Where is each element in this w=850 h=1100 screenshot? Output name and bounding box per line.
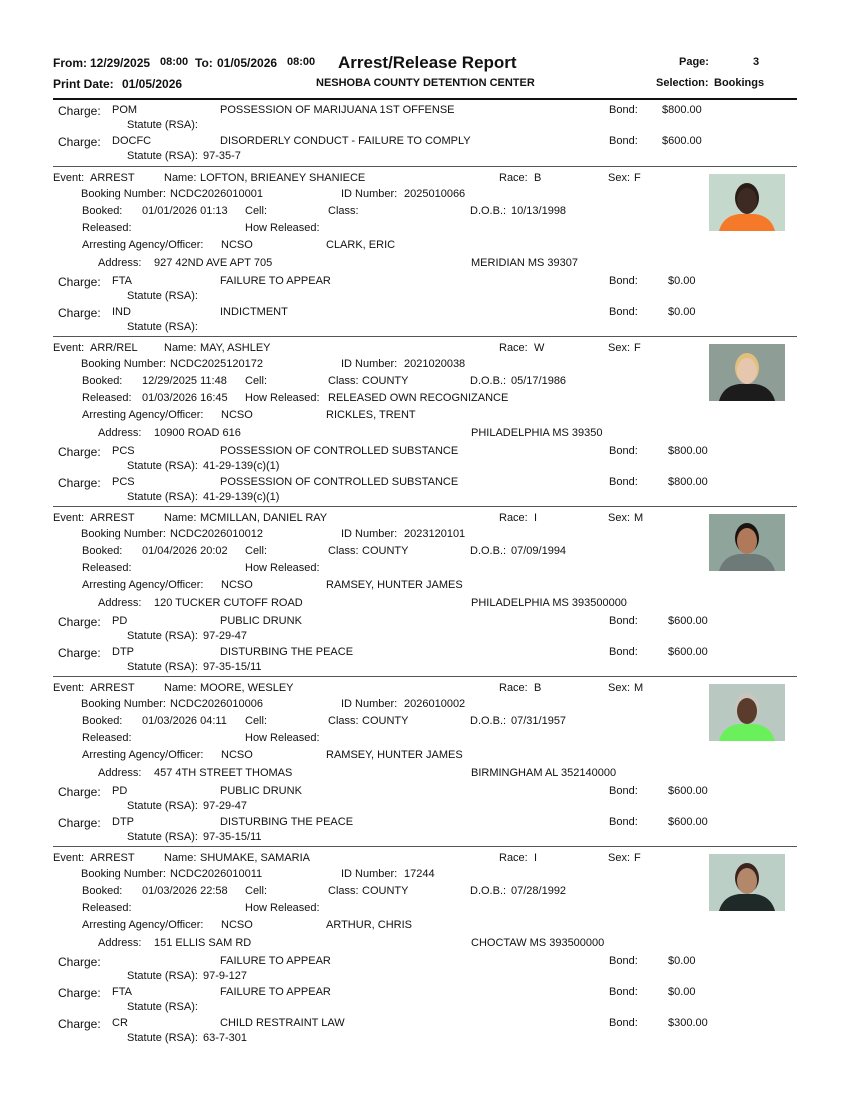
sex-label: Sex: xyxy=(608,172,631,184)
race-label: Race: xyxy=(499,682,528,694)
id-number: 2021020038 xyxy=(404,358,466,370)
statute-label: Statute (RSA): xyxy=(127,630,198,642)
dob-value: 07/09/1994 xyxy=(511,545,567,557)
city-state-zip: BIRMINGHAM AL 352140000 xyxy=(471,767,617,779)
charge-code: PCS xyxy=(112,476,135,488)
race-value: I xyxy=(534,512,538,524)
record-divider xyxy=(53,166,797,167)
booking-number-label: Booking Number: xyxy=(81,188,166,200)
inmate-name: MCMILLAN, DANIEL RAY xyxy=(200,512,328,524)
bond-amount: $800.00 xyxy=(662,104,702,116)
charge-description: FAILURE TO APPEAR xyxy=(220,955,331,967)
statute-value: 97-35-7 xyxy=(203,150,241,162)
bond-label: Bond: xyxy=(609,816,638,828)
class-label: Class: xyxy=(328,545,359,557)
how-released-label: How Released: xyxy=(245,732,320,744)
page-label: Page: xyxy=(679,56,709,68)
booked-label: Booked: xyxy=(82,375,123,387)
class-value: COUNTY xyxy=(362,545,409,557)
city-state-zip: PHILADELPHIA MS 393500000 xyxy=(471,597,627,609)
dob-label: D.O.B.: xyxy=(470,715,507,727)
cell-label: Cell: xyxy=(245,715,268,727)
booked-label: Booked: xyxy=(82,205,123,217)
charge-description: FAILURE TO APPEAR xyxy=(220,986,331,998)
address-label: Address: xyxy=(98,257,142,269)
id-number-label: ID Number: xyxy=(341,188,398,200)
event-type: ARREST xyxy=(90,172,135,184)
charge-description: DISORDERLY CONDUCT - FAILURE TO COMPLY xyxy=(220,135,471,147)
bond-amount: $0.00 xyxy=(668,955,696,967)
dob-label: D.O.B.: xyxy=(470,885,507,897)
statute-value: 97-29-47 xyxy=(203,630,248,642)
sex-value: F xyxy=(634,342,641,354)
cell-label: Cell: xyxy=(245,545,268,557)
statute-value: 97-9-127 xyxy=(203,970,248,982)
cell-label: Cell: xyxy=(245,885,268,897)
charge-label: Charge: xyxy=(58,1017,101,1031)
race-label: Race: xyxy=(499,852,528,864)
address-label: Address: xyxy=(98,427,142,439)
id-number: 2026010002 xyxy=(404,698,466,710)
event-label: Event: xyxy=(53,512,85,524)
charge-label: Charge: xyxy=(58,816,101,830)
inmate-name: LOFTON, BRIEANEY SHANIECE xyxy=(200,172,366,184)
booking-number: NCDC2026010012 xyxy=(170,528,263,540)
dob-label: D.O.B.: xyxy=(470,545,507,557)
address-label: Address: xyxy=(98,937,142,949)
dob-label: D.O.B.: xyxy=(470,205,507,217)
address-label: Address: xyxy=(98,597,142,609)
bond-label: Bond: xyxy=(609,306,638,318)
mugshot-image xyxy=(709,854,785,911)
booking-number-label: Booking Number: xyxy=(81,528,166,540)
address-value: 927 42ND AVE APT 705 xyxy=(154,257,273,269)
officer-name: RAMSEY, HUNTER JAMES xyxy=(326,579,463,591)
address-value: 457 4TH STREET THOMAS xyxy=(154,767,293,779)
sex-label: Sex: xyxy=(608,342,631,354)
bond-label: Bond: xyxy=(609,986,638,998)
sex-label: Sex: xyxy=(608,512,631,524)
agency-label: Arresting Agency/Officer: xyxy=(82,749,204,761)
statute-label: Statute (RSA): xyxy=(127,290,198,302)
booking-photo xyxy=(709,684,785,741)
city-state-zip: MERIDIAN MS 39307 xyxy=(471,257,578,269)
agency-label: Arresting Agency/Officer: xyxy=(82,579,204,591)
charge-label: Charge: xyxy=(58,135,101,149)
statute-value: 63-7-301 xyxy=(203,1032,248,1044)
booked-label: Booked: xyxy=(82,545,123,557)
race-label: Race: xyxy=(499,172,528,184)
sex-value: F xyxy=(634,172,641,184)
selection-value: Bookings xyxy=(714,77,765,89)
id-number-label: ID Number: xyxy=(341,528,398,540)
booking-number: NCDC2026010006 xyxy=(170,698,263,710)
charge-code: IND xyxy=(112,306,131,318)
bond-label: Bond: xyxy=(609,104,638,116)
selection-label: Selection: xyxy=(656,77,709,89)
statute-label: Statute (RSA): xyxy=(127,150,198,162)
charge-code: DTP xyxy=(112,816,134,828)
class-label: Class: xyxy=(328,715,359,727)
dob-value: 05/17/1986 xyxy=(511,375,567,387)
event-label: Event: xyxy=(53,682,85,694)
charge-code: PD xyxy=(112,615,128,627)
address-value: 10900 ROAD 616 xyxy=(154,427,241,439)
address-value: 120 TUCKER CUTOFF ROAD xyxy=(154,597,303,609)
officer-name: RAMSEY, HUNTER JAMES xyxy=(326,749,463,761)
record-divider xyxy=(53,676,797,677)
class-label: Class: xyxy=(328,375,359,387)
agency-label: Arresting Agency/Officer: xyxy=(82,409,204,421)
race-label: Race: xyxy=(499,512,528,524)
charge-code: CR xyxy=(112,1017,128,1029)
released-label: Released: xyxy=(82,902,132,914)
booked-datetime: 01/03/2026 22:58 xyxy=(142,885,228,897)
booked-datetime: 12/29/2025 11:48 xyxy=(142,375,227,387)
bond-amount: $600.00 xyxy=(668,785,708,797)
charge-label: Charge: xyxy=(58,104,101,118)
name-label: Name: xyxy=(164,852,197,864)
record-divider xyxy=(53,846,797,847)
bond-amount: $600.00 xyxy=(668,615,708,627)
bond-label: Bond: xyxy=(609,615,638,627)
city-state-zip: CHOCTAW MS 393500000 xyxy=(471,937,605,949)
photo-face xyxy=(737,868,757,894)
charge-code: DOCFC xyxy=(112,135,152,147)
class-label: Class: xyxy=(328,205,359,217)
to-time: 08:00 xyxy=(287,56,316,68)
charge-description: PUBLIC DRUNK xyxy=(220,615,302,627)
bond-amount: $800.00 xyxy=(668,476,708,488)
mugshot-image xyxy=(709,514,785,571)
booking-photo xyxy=(709,514,785,571)
agency-label: Arresting Agency/Officer: xyxy=(82,919,204,931)
released-label: Released: xyxy=(82,392,132,404)
event-type: ARREST xyxy=(90,852,135,864)
from-time: 08:00 xyxy=(160,56,189,68)
sex-value: M xyxy=(634,682,644,694)
statute-label: Statute (RSA): xyxy=(127,491,198,503)
header-divider xyxy=(53,98,797,100)
statute-label: Statute (RSA): xyxy=(127,831,198,843)
charge-code: PD xyxy=(112,785,128,797)
statute-label: Statute (RSA): xyxy=(127,119,198,131)
agency-value: NCSO xyxy=(221,409,253,421)
id-number-label: ID Number: xyxy=(341,358,398,370)
from-label: From: xyxy=(53,56,87,70)
charge-description: INDICTMENT xyxy=(220,306,288,318)
photo-face xyxy=(737,528,757,554)
charge-label: Charge: xyxy=(58,476,101,490)
statute-value: 97-29-47 xyxy=(203,800,248,812)
charge-description: CHILD RESTRAINT LAW xyxy=(220,1017,345,1029)
bond-amount: $0.00 xyxy=(668,275,696,287)
class-value: COUNTY xyxy=(362,885,409,897)
charge-description: DISTURBING THE PEACE xyxy=(220,816,354,828)
charge-label: Charge: xyxy=(58,306,101,320)
inmate-name: MAY, ASHLEY xyxy=(200,342,271,354)
statute-label: Statute (RSA): xyxy=(127,970,198,982)
bond-label: Bond: xyxy=(609,135,638,147)
name-label: Name: xyxy=(164,342,197,354)
mugshot-image xyxy=(709,344,785,401)
bond-amount: $600.00 xyxy=(662,135,702,147)
photo-face xyxy=(737,188,757,214)
statute-label: Statute (RSA): xyxy=(127,800,198,812)
booked-label: Booked: xyxy=(82,885,123,897)
bond-amount: $0.00 xyxy=(668,306,696,318)
event-label: Event: xyxy=(53,342,85,354)
booking-number: NCDC2025120172 xyxy=(170,358,263,370)
charge-code: FTA xyxy=(112,986,132,998)
how-released-value: RELEASED OWN RECOGNIZANCE xyxy=(328,392,509,404)
statute-value: 41-29-139(c)(1) xyxy=(203,460,280,472)
officer-name: CLARK, ERIC xyxy=(326,239,396,251)
race-value: B xyxy=(534,682,542,694)
booked-datetime: 01/04/2026 20:02 xyxy=(142,545,228,557)
print-date: 01/05/2026 xyxy=(122,77,183,91)
event-type: ARREST xyxy=(90,682,135,694)
dob-value: 10/13/1998 xyxy=(511,205,567,217)
inmate-name: SHUMAKE, SAMARIA xyxy=(200,852,311,864)
officer-name: ARTHUR, CHRIS xyxy=(326,919,412,931)
released-label: Released: xyxy=(82,222,132,234)
id-number-label: ID Number: xyxy=(341,698,398,710)
charge-label: Charge: xyxy=(58,275,101,289)
booked-datetime: 01/03/2026 04:11 xyxy=(142,715,227,727)
name-label: Name: xyxy=(164,172,197,184)
statute-value: 97-35-15/11 xyxy=(203,831,262,843)
facility-name: NESHOBA COUNTY DETENTION CENTER xyxy=(316,77,535,89)
charge-code: POM xyxy=(112,104,138,116)
how-released-label: How Released: xyxy=(245,392,320,404)
released-label: Released: xyxy=(82,732,132,744)
bond-label: Bond: xyxy=(609,476,638,488)
charge-label: Charge: xyxy=(58,955,101,969)
dob-value: 07/31/1957 xyxy=(511,715,567,727)
id-number: 17244 xyxy=(404,868,435,880)
city-state-zip: PHILADELPHIA MS 39350 xyxy=(471,427,603,439)
dob-label: D.O.B.: xyxy=(470,375,507,387)
charge-description: DISTURBING THE PEACE xyxy=(220,646,354,658)
charge-description: POSSESSION OF CONTROLLED SUBSTANCE xyxy=(220,476,459,488)
charge-label: Charge: xyxy=(58,646,101,660)
agency-value: NCSO xyxy=(221,579,253,591)
race-label: Race: xyxy=(499,342,528,354)
agency-value: NCSO xyxy=(221,749,253,761)
booked-label: Booked: xyxy=(82,715,123,727)
page-number: 3 xyxy=(753,56,760,68)
event-type: ARREST xyxy=(90,512,135,524)
bond-label: Bond: xyxy=(609,1017,638,1029)
report-title: Arrest/Release Report xyxy=(338,53,517,72)
bond-amount: $600.00 xyxy=(668,816,708,828)
race-value: W xyxy=(534,342,545,354)
agency-value: NCSO xyxy=(221,239,253,251)
charge-description: FAILURE TO APPEAR xyxy=(220,275,331,287)
sex-label: Sex: xyxy=(608,852,631,864)
class-label: Class: xyxy=(328,885,359,897)
id-number-label: ID Number: xyxy=(341,868,398,880)
dob-value: 07/28/1992 xyxy=(511,885,567,897)
booked-datetime: 01/01/2026 01:13 xyxy=(142,205,228,217)
booking-number: NCDC2026010001 xyxy=(170,188,263,200)
charge-label: Charge: xyxy=(58,445,101,459)
cell-label: Cell: xyxy=(245,205,268,217)
mugshot-image xyxy=(709,174,785,231)
record-divider xyxy=(53,336,797,337)
name-label: Name: xyxy=(164,682,197,694)
class-value: COUNTY xyxy=(362,715,409,727)
booking-photo xyxy=(709,344,785,401)
officer-name: RICKLES, TRENT xyxy=(326,409,416,421)
agency-value: NCSO xyxy=(221,919,253,931)
race-value: I xyxy=(534,852,538,864)
address-label: Address: xyxy=(98,767,142,779)
photo-face xyxy=(737,698,757,724)
how-released-label: How Released: xyxy=(245,902,320,914)
released-datetime: 01/03/2026 16:45 xyxy=(142,392,228,404)
id-number: 2023120101 xyxy=(404,528,466,540)
charge-label: Charge: xyxy=(58,615,101,629)
statute-value: 41-29-139(c)(1) xyxy=(203,491,280,503)
agency-label: Arresting Agency/Officer: xyxy=(82,239,204,251)
booking-number-label: Booking Number: xyxy=(81,358,166,370)
cell-label: Cell: xyxy=(245,375,268,387)
statute-value: 97-35-15/11 xyxy=(203,661,262,673)
booking-number-label: Booking Number: xyxy=(81,698,166,710)
booking-number-label: Booking Number: xyxy=(81,868,166,880)
released-label: Released: xyxy=(82,562,132,574)
address-value: 151 ELLIS SAM RD xyxy=(154,937,252,949)
bond-label: Bond: xyxy=(609,445,638,457)
how-released-label: How Released: xyxy=(245,222,320,234)
charge-code: PCS xyxy=(112,445,135,457)
mugshot-image xyxy=(709,684,785,741)
booking-number: NCDC2026010011 xyxy=(170,868,263,880)
class-value: COUNTY xyxy=(362,375,409,387)
bond-label: Bond: xyxy=(609,275,638,287)
charge-label: Charge: xyxy=(58,986,101,1000)
to-date: 01/05/2026 xyxy=(217,56,278,70)
bond-amount: $300.00 xyxy=(668,1017,708,1029)
booking-photo xyxy=(709,174,785,231)
event-label: Event: xyxy=(53,172,85,184)
statute-label: Statute (RSA): xyxy=(127,1032,198,1044)
bond-amount: $600.00 xyxy=(668,646,708,658)
statute-label: Statute (RSA): xyxy=(127,661,198,673)
statute-label: Statute (RSA): xyxy=(127,460,198,472)
name-label: Name: xyxy=(164,512,197,524)
how-released-label: How Released: xyxy=(245,562,320,574)
booking-photo xyxy=(709,854,785,911)
race-value: B xyxy=(534,172,542,184)
bond-amount: $0.00 xyxy=(668,986,696,998)
photo-face xyxy=(737,358,757,384)
charge-code: DTP xyxy=(112,646,134,658)
inmate-name: MOORE, WESLEY xyxy=(200,682,294,694)
sex-label: Sex: xyxy=(608,682,631,694)
sex-value: F xyxy=(634,852,641,864)
event-type: ARR/REL xyxy=(90,342,138,354)
record-divider xyxy=(53,506,797,507)
bond-label: Bond: xyxy=(609,646,638,658)
statute-label: Statute (RSA): xyxy=(127,321,198,333)
charge-description: POSSESSION OF MARIJUANA 1ST OFFENSE xyxy=(220,104,455,116)
bond-label: Bond: xyxy=(609,785,638,797)
to-label: To: xyxy=(195,56,213,70)
bond-label: Bond: xyxy=(609,955,638,967)
charge-description: POSSESSION OF CONTROLLED SUBSTANCE xyxy=(220,445,459,457)
bond-amount: $800.00 xyxy=(668,445,708,457)
event-label: Event: xyxy=(53,852,85,864)
sex-value: M xyxy=(634,512,644,524)
charge-description: PUBLIC DRUNK xyxy=(220,785,302,797)
id-number: 2025010066 xyxy=(404,188,466,200)
statute-label: Statute (RSA): xyxy=(127,1001,198,1013)
charge-code: FTA xyxy=(112,275,132,287)
print-date-label: Print Date: xyxy=(53,77,114,91)
from-date: 12/29/2025 xyxy=(90,56,151,70)
charge-label: Charge: xyxy=(58,785,101,799)
